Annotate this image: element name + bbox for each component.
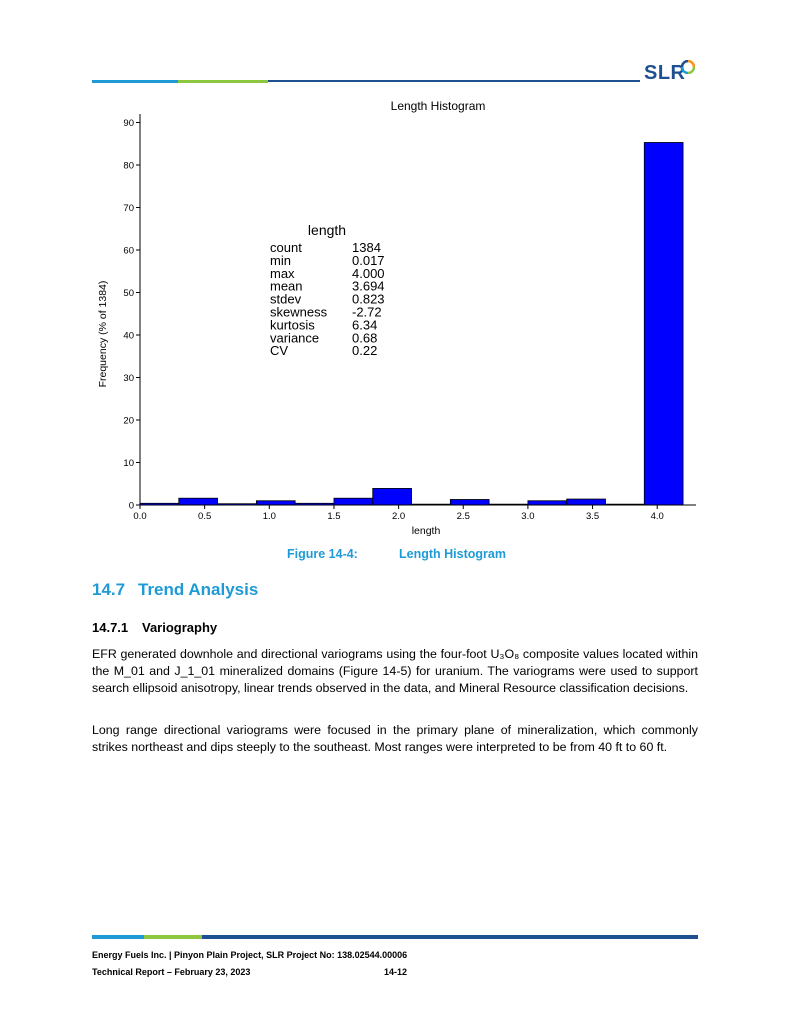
x-tick-label: 2.0 — [391, 511, 406, 522]
stats-label-kurtosis: kurtosis — [270, 317, 315, 333]
y-axis-ticks — [123, 118, 140, 512]
y-tick-label: 60 — [123, 245, 134, 257]
footer-project-line: Energy Fuels Inc. | Pinyon Plain Project, SLR Project No: 138.02544.00006 — [92, 950, 408, 960]
slr-logo-mark-icon — [681, 60, 695, 74]
y-tick-label: 40 — [123, 330, 134, 342]
y-tick-label: 70 — [123, 203, 134, 214]
stats-value-mean: 3.694 — [352, 278, 385, 294]
subsection-heading — [92, 620, 217, 635]
stats-label-variance: variance — [270, 330, 320, 346]
paragraph-ranges: Long range directional variograms were focused in the primary plane of mineralization, which commonly strikes northeast and dips steeply to the southeast. Most ranges were interpreted to be from 40 ft to 60 ft. — [92, 723, 698, 754]
y-tick-label: 20 — [123, 415, 134, 427]
stats-box — [270, 222, 385, 358]
paragraph-variograms: EFR generated downhole and directional variograms using the four-foot U₃O₈ composite values located within the M_01 and J_1_01 mineralized domains (Figure 14-5) for uranium. The variograms were used to support search ellipsoid anisotropy, linear trends observed in the data, and Mineral Resource classification decisions. — [92, 647, 698, 695]
histogram-bar-1 — [179, 498, 218, 505]
stats-label-min: min — [270, 252, 291, 268]
histogram-bar-8 — [450, 499, 489, 505]
stats-label-count: count — [270, 240, 302, 255]
histogram-bars — [140, 142, 683, 505]
stats-label-max: max — [270, 265, 295, 281]
x-tick-label: 0.5 — [198, 511, 212, 522]
stats-title: length — [307, 222, 347, 238]
y-tick-label: 30 — [123, 373, 134, 384]
stats-value-min: 0.017 — [352, 252, 385, 268]
footer-rule-green-segment — [144, 935, 202, 939]
x-axis-ticks — [133, 505, 663, 522]
y-tick-label: 90 — [123, 118, 134, 129]
histogram-bar-3 — [256, 501, 295, 505]
stats-rows — [270, 240, 385, 358]
header-rule-blue-segment — [92, 80, 178, 83]
x-tick-label: 4.0 — [650, 511, 664, 522]
x-tick-label: 0.0 — [133, 511, 147, 522]
stats-label-skewness: skewness — [270, 304, 328, 320]
stats-value-CV: 0.22 — [352, 343, 378, 359]
section-number: 14.7 — [92, 580, 126, 599]
y-tick-label: 50 — [123, 288, 134, 299]
y-tick-label: 0 — [128, 500, 134, 512]
y-tick-label: 10 — [123, 458, 134, 469]
stats-value-skewness: -2.72 — [352, 304, 382, 320]
y-tick-label: 80 — [123, 160, 134, 172]
chart-title: Length Histogram — [390, 99, 486, 113]
histogram-bar-13 — [644, 142, 683, 505]
histogram-bar-11 — [567, 499, 606, 505]
subsection-title: Variography — [142, 620, 218, 635]
stats-value-variance: 0.68 — [352, 330, 378, 346]
x-tick-label: 1.5 — [327, 511, 341, 522]
x-tick-label: 2.5 — [456, 511, 470, 522]
stats-value-stdev: 0.823 — [352, 291, 385, 307]
histogram-bar-6 — [373, 488, 412, 505]
footer-rule-blue-segment — [92, 935, 144, 939]
slr-logo: SLR — [644, 62, 686, 84]
x-tick-label: 1.0 — [262, 511, 276, 522]
footer-rule-navy-segment — [202, 935, 698, 939]
stats-value-kurtosis: 6.34 — [352, 317, 378, 333]
footer-rule — [92, 935, 698, 939]
stats-label-mean: mean — [270, 278, 303, 294]
length-histogram-chart — [90, 92, 710, 542]
figure-caption: Length Histogram — [399, 547, 506, 561]
section-heading — [92, 580, 258, 600]
x-axis-label: length — [411, 525, 441, 537]
stats-value-max: 4.000 — [352, 265, 385, 281]
header-rule-navy-segment — [268, 80, 640, 82]
x-tick-label: 3.0 — [521, 511, 535, 522]
figure-number: Figure 14-4: — [287, 547, 358, 561]
histogram-bar-5 — [334, 498, 373, 505]
stats-label-CV: CV — [270, 343, 289, 359]
footer-report-line: Technical Report – February 23, 2023 — [92, 967, 251, 977]
section-title: Trend Analysis — [138, 580, 259, 599]
header-rule-green-segment — [178, 80, 268, 83]
page-number: 14-12 — [384, 967, 408, 977]
stats-value-count: 1384 — [352, 240, 381, 255]
stats-label-stdev: stdev — [270, 291, 302, 307]
x-tick-label: 3.5 — [585, 511, 600, 522]
subsection-number: 14.7.1 — [92, 620, 129, 635]
histogram-bar-10 — [528, 501, 567, 505]
y-axis-label: Frequency (% of 1384) — [97, 280, 109, 388]
header-rule — [92, 80, 640, 83]
